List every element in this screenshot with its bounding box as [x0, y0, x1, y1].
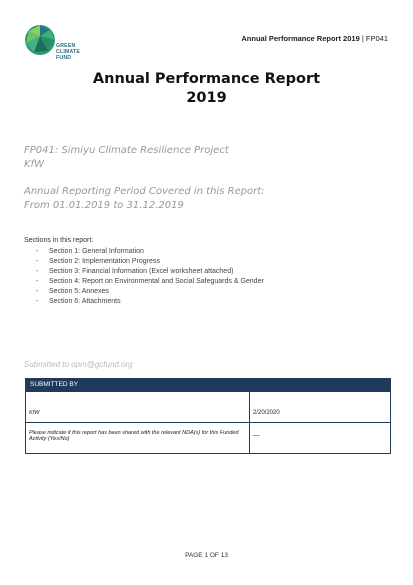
page-header	[241, 34, 388, 43]
title-line2: 2019	[186, 90, 227, 106]
period-line1: Annual Reporting Period Covered in this Report:	[24, 186, 265, 197]
submitted-by-table	[25, 378, 391, 454]
table-row	[26, 422, 390, 453]
sections-list	[36, 247, 264, 307]
header-report-label: Annual Performance Report 2019	[241, 34, 360, 43]
project-block	[24, 144, 229, 172]
period-block	[24, 185, 265, 213]
gcf-logo	[24, 22, 104, 70]
header-separator: |	[361, 34, 364, 43]
list-item: - Section 5: Annexes	[36, 287, 264, 297]
project-entity: KfW	[24, 159, 44, 170]
nda-question: Please indicate if this report has been shared with the relevant NDA(s) for this Funded Activity (Yes/No)	[26, 423, 250, 453]
document-title	[0, 70, 413, 108]
nda-answer: __	[253, 430, 260, 436]
title-line1: Annual Performance Report	[92, 71, 321, 87]
list-item: - Section 2: Implementation Progress	[36, 257, 264, 267]
list-item: - Section 1: General Information	[36, 247, 264, 257]
list-item: - Section 6: Attachments	[36, 297, 264, 307]
submitter-name: KfW	[26, 392, 250, 422]
project-name: FP041: Simiyu Climate Resilience Project	[24, 145, 229, 156]
header-project-code: FP041	[365, 34, 388, 43]
logo-text: GREEN CLIMATE FUND	[56, 43, 81, 61]
submitted-to: Submitted to opm@gcfund.org	[24, 360, 133, 369]
page-number: PAGE 1 OF 13	[185, 552, 228, 559]
globe-logo-icon	[24, 24, 56, 56]
table-row	[26, 391, 390, 422]
list-item: - Section 3: Financial Information (Excel worksheet attached)	[36, 267, 264, 277]
sections-heading: Sections in this report:	[24, 237, 94, 244]
list-item: - Section 4: Report on Environmental and Social Safeguards & Gender	[36, 277, 264, 287]
period-line2: From 01.01.2019 to 31.12.2019	[24, 200, 184, 211]
table-header: SUBMITTED BY	[26, 379, 390, 391]
submission-date: 2/20/2020	[253, 410, 280, 416]
